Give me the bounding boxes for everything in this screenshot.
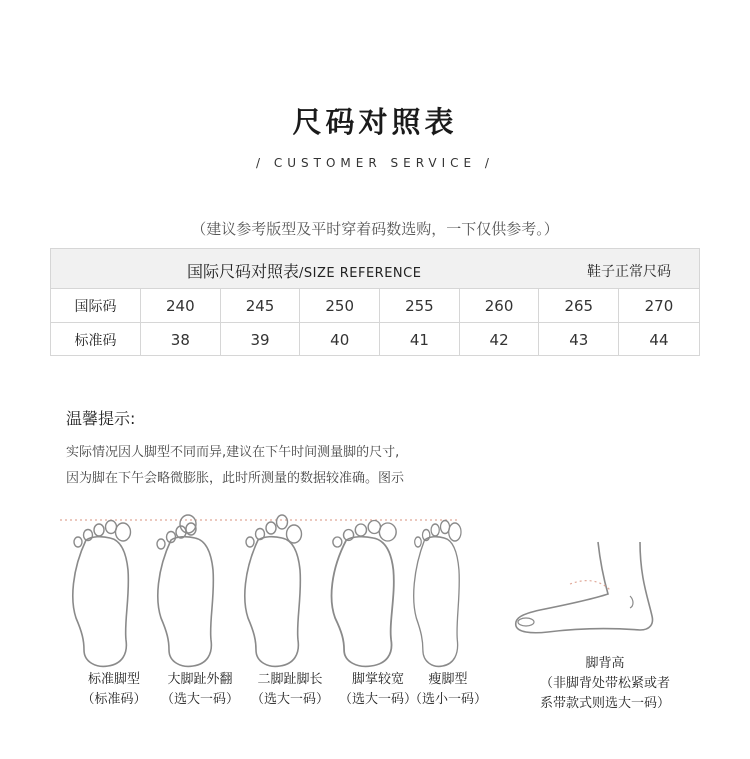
table-cell: 40 — [300, 323, 380, 356]
table-cell: 38 — [141, 323, 221, 356]
bunion-foot-icon — [157, 515, 213, 666]
foot-type-caption — [242, 670, 338, 710]
table-cell: 245 — [221, 289, 301, 322]
wide-foot-icon — [332, 521, 397, 667]
row-label: 标准码 — [51, 323, 141, 356]
caption-line: 脚掌较宽 — [351, 672, 404, 687]
table-cell: 270 — [644, 296, 674, 315]
table-cell: 260 — [460, 289, 540, 322]
foot-type-caption — [152, 670, 248, 710]
caption-line: 标准脚型 — [87, 672, 140, 687]
table-cell: 250 — [300, 289, 380, 322]
foot-types-illustration — [0, 500, 750, 680]
reference-note: （建议参考版型及平时穿着码数选购，一下仅供参考。） — [191, 220, 559, 238]
foot-type-caption — [400, 670, 496, 710]
caption-line: （选大一码） — [250, 692, 329, 707]
foot-type-caption — [64, 670, 164, 710]
standard-foot-icon — [73, 521, 131, 667]
high-instep-foot-icon — [516, 542, 653, 633]
row-label: 国际码 — [51, 289, 141, 322]
table-row — [51, 289, 699, 323]
caption-line: （选大一码） — [338, 692, 417, 707]
caption-line: 脚背高 — [585, 656, 625, 671]
tips-text-line: 实际情况因人脚型不同而异,建议在下午时间测量脚的尺寸, — [66, 445, 400, 460]
caption-line: 二脚趾脚长 — [257, 672, 323, 687]
caption-line: （非脚背处带松紧或者 — [539, 676, 670, 691]
caption-line: 瘦脚型 — [428, 672, 468, 687]
table-title-cn: 国际尺码对照表 — [187, 262, 300, 281]
caption-line: （选大一码） — [160, 692, 239, 707]
slim-foot-icon — [414, 521, 461, 667]
page-title: 尺码对照表 — [292, 105, 458, 139]
table-title — [187, 259, 421, 282]
tips-title: 温馨提示: — [66, 409, 136, 428]
table-row — [51, 323, 699, 356]
table-cell: 44 — [649, 330, 669, 349]
caption-line: （选小一码） — [408, 692, 487, 707]
table-cell: 265 — [539, 289, 619, 322]
table-cell: 255 — [380, 289, 460, 322]
foot-type-caption — [520, 654, 690, 714]
table-normal-size-label: 鞋子正常尺码 — [587, 264, 671, 280]
table-cell: 39 — [221, 323, 301, 356]
size-reference-table — [50, 248, 700, 356]
caption-line: 大脚趾外翻 — [167, 672, 233, 687]
table-title-en: /SIZE REFERENCE — [299, 266, 422, 281]
customer-service-subtitle: / CUSTOMER SERVICE / — [256, 156, 494, 170]
table-cell: 43 — [539, 323, 619, 356]
caption-line: （标准码） — [81, 692, 147, 707]
table-cell: 240 — [141, 289, 221, 322]
table-cell: 41 — [380, 323, 460, 356]
long-second-toe-foot-icon — [245, 515, 302, 666]
table-header — [51, 249, 699, 289]
table-cell: 42 — [460, 323, 540, 356]
tips-text-line: 因为脚在下午会略微膨胀，此时所测量的数据较准确。图示 — [66, 471, 405, 486]
caption-line: 系带款式则选大一码） — [539, 696, 670, 711]
